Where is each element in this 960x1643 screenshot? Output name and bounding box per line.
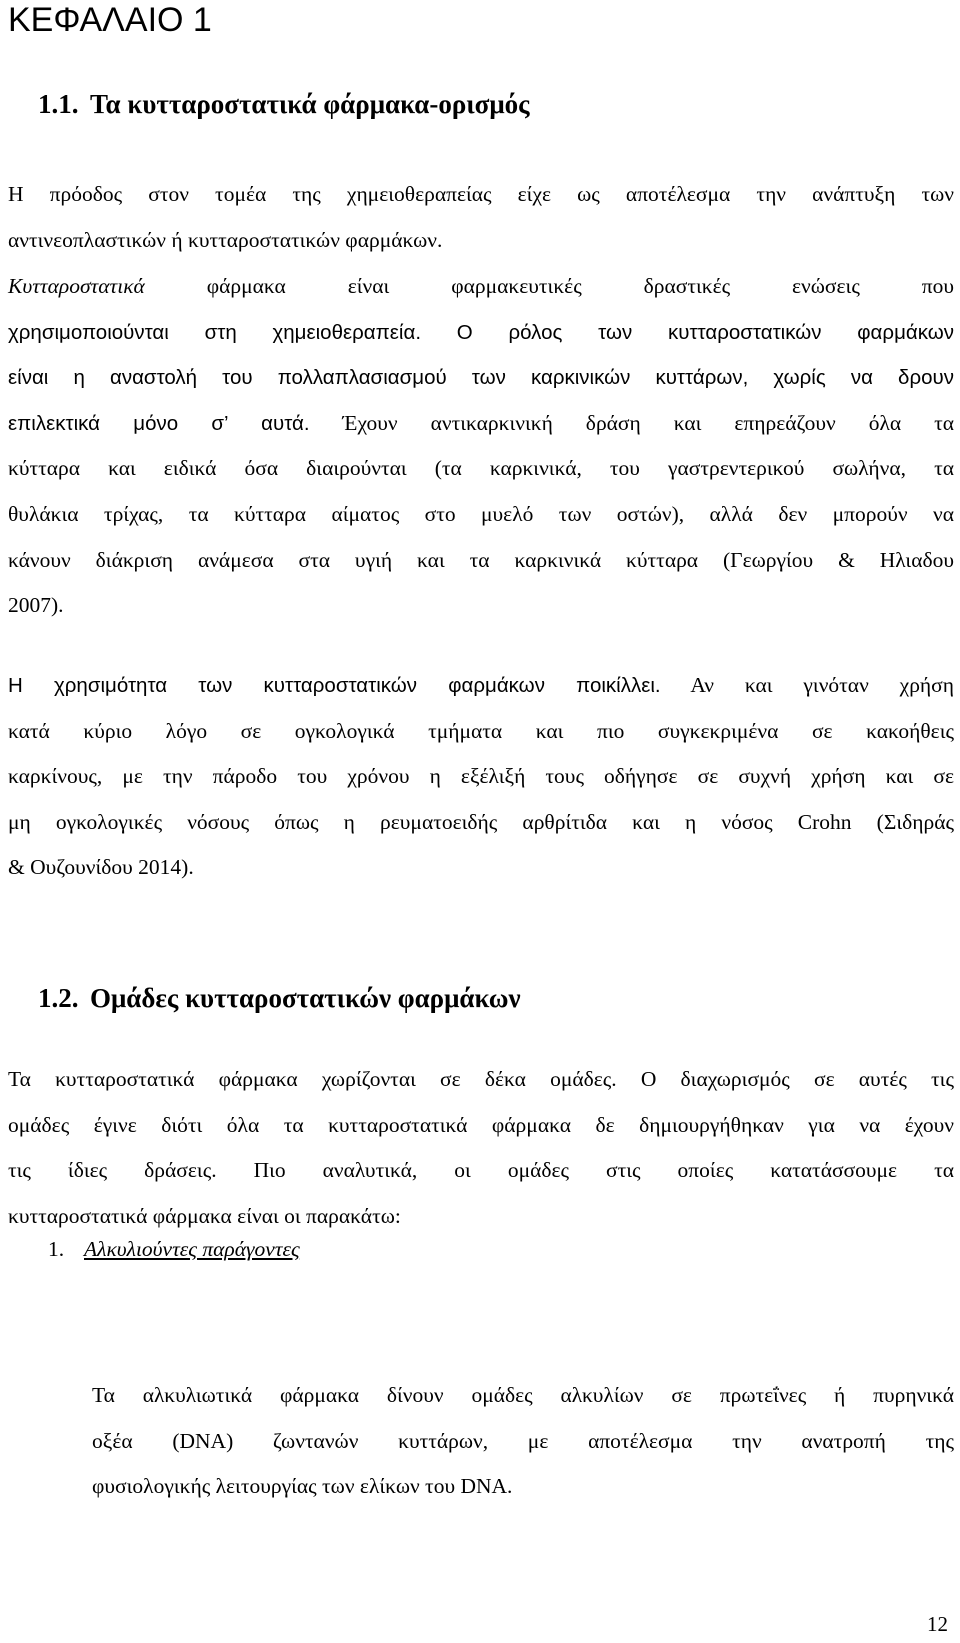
text-line: είναι η αναστολή του πολλαπλασιασμού των καρκινικών κυττάρων, χωρίς να δρουν [8,366,954,390]
chapter-title: ΚΕΦΑΛΑΙΟ 1 [8,1,212,39]
paragraph-alkylating-description [92,1373,954,1510]
text-line: κάνουν διάκριση ανάμεσα στα υγιή και τα καρκινικά κύτταρα (Γεωργίου & Ηλιαδου [8,547,954,572]
text-line: οξέα (DNA) ζωντανών κυττάρων, με αποτέλεσμα την ανατροπή της [92,1428,954,1453]
italic-term: Κυτταροστατικά [8,274,145,298]
text-run: χρησιμοποιούνται στη χημειοθεραπεία. [8,320,422,344]
section-title: Τα κυτταροστατικά φάρμακα-ορισμός [90,89,530,119]
text-line [8,310,954,356]
paragraph-intro [8,172,954,263]
paragraph-definition [8,264,954,629]
section-number: 1.2. [38,983,79,1013]
list-number: 1. [48,1237,65,1261]
text-line [8,663,954,709]
text-line: & Ουζουνίδου 2014). [8,855,194,880]
section-number: 1.1. [38,89,79,119]
text-line: φυσιολογικής λειτουργίας των ελίκων του DNA. [92,1474,513,1499]
text-line: τις ίδιες δράσεις. Πιο αναλυτικά, οι ομάδες στις οποίες κατατάσσουμε τα [8,1158,954,1183]
text-line: μη ογκολογικές νόσους όπως η ρευματοειδής αρθρίτιδα και η νόσος Crohn (Σιδηράς [8,809,954,834]
text-run: Η χρησιμότητα των κυτταροστατικών φαρμάκων ποικίλλει. [8,674,661,697]
paragraph-usage [8,663,954,891]
text-line: κύτταρα και ειδικά όσα διαιρούνται (τα καρκινικά, του γαστρεντερικού σωλήνα, τα [8,456,954,481]
list-label: Αλκυλιούντες παράγοντες [84,1237,300,1261]
text-line: κυτταροστατικά φάρμακα είναι οι παρακάτω: [8,1203,401,1228]
text-run: Έχουν αντικαρκινική δράση και επηρεάζουν όλα τα [342,410,955,435]
text-line: κατά κύριο λόγο σε ογκολογικά τμήματα και πιο συγκεκριμένα σε κακοήθεις [8,718,954,743]
page-number: 12 [927,1612,948,1636]
text-line: Τα κυτταροστατικά φάρμακα χωρίζονται σε δέκα ομάδες. Ο διαχωρισμός σε αυτές τις [8,1067,954,1091]
paragraph-groups [8,1057,954,1239]
text-line [8,401,954,447]
section-heading-1-1 [38,86,530,122]
text-line: Η πρόοδος στον τομέα της χημειοθεραπείας είχε ως αποτέλεσμα την ανάπτυξη των [8,182,954,206]
section-title: Ομάδες κυτταροστατικών φαρμάκων [90,983,521,1013]
text-run: φάρμακα είναι φαρμακευτικές δραστικές ενώσεις που [206,274,954,298]
text-run: επιλεκτικά μόνο σ’ αυτά. [8,411,310,435]
text-line: 2007). [8,593,64,618]
section-heading-1-2 [38,980,521,1016]
text-line: ομάδες έγινε διότι όλα τα κυτταροστατικά φάρμακα δε δημιουργήθηκαν για να έχουν [8,1112,954,1137]
list-item-alkylating [48,1234,300,1264]
text-line: καρκίνους, με την πάροδο του χρόνου η εξέλιξή τους οδήγησε σε συχνή χρήση και σε [8,764,954,789]
text-run: Ο ρόλος των κυτταροστατικών φαρμάκων [456,320,954,344]
text-line [8,264,954,310]
text-run: Αν και γινόταν χρήση [690,673,954,697]
text-line: αντινεοπλαστικών ή κυτταροστατικών φαρμάκων. [8,227,443,252]
text-line: θυλάκια τρίχας, τα κύτταρα αίματος στο μυελό των οστών), αλλά δεν μπορούν να [8,501,954,526]
text-line: Τα αλκυλιωτικά φάρμακα δίνουν ομάδες αλκυλίων σε πρωτεΐνες ή πυρηνικά [92,1383,954,1407]
